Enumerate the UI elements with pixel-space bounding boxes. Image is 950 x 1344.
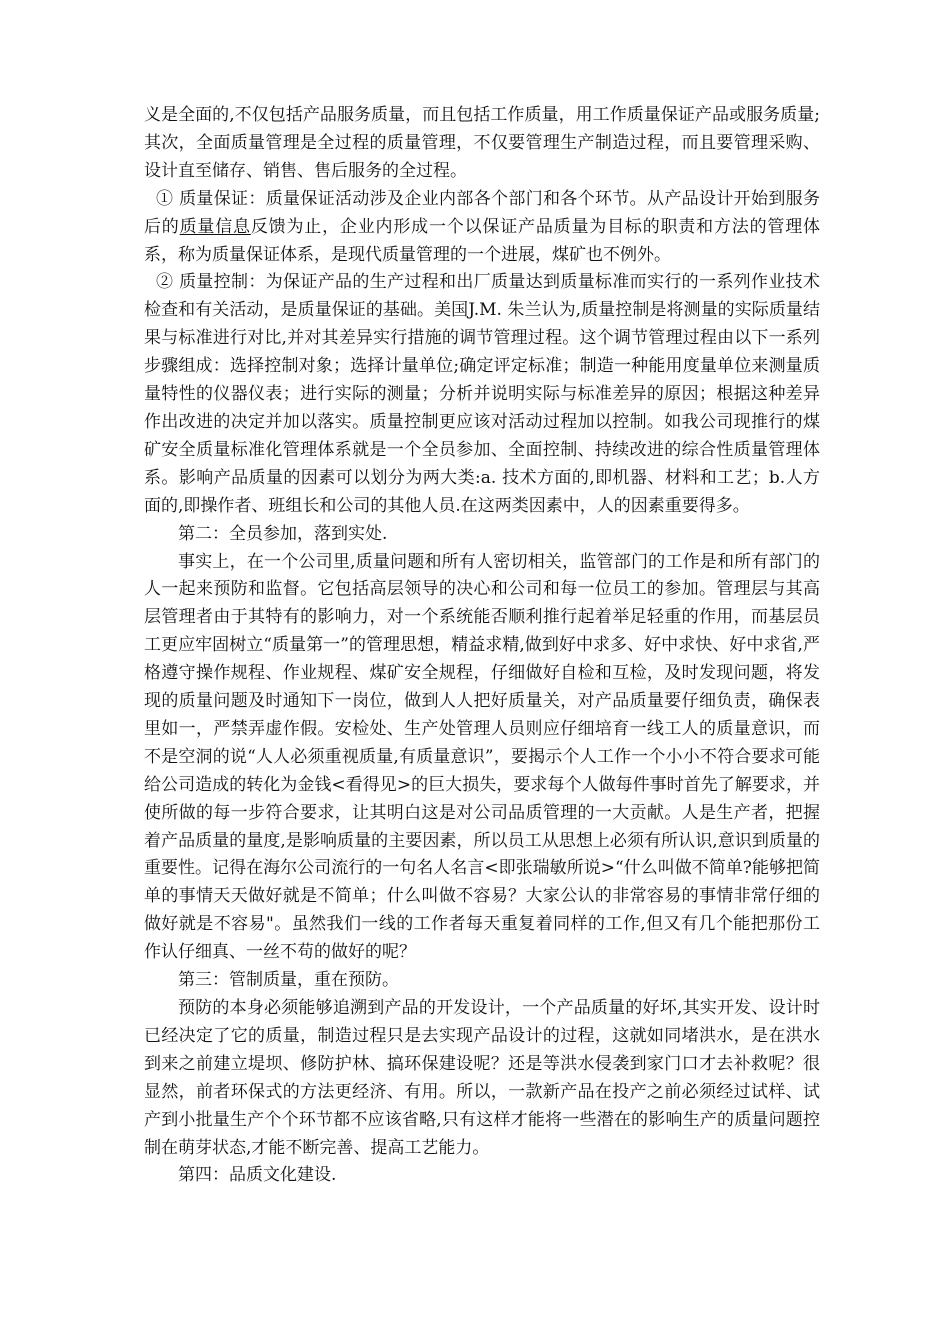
heading-section-two: 第二：全员参加，落到实处. bbox=[178, 523, 388, 544]
document-body bbox=[144, 102, 820, 1190]
paragraph-full-participation: 事实上，在一个公司里,质量问题和所有人密切相关，监管部门的工作是和所有部门的人一起来预防和监督。它包括高层领导的决心和公司和每一位员工的参加。管理层与其高层管理者由于其特有的影响力，对一个系统能否顺利推行起着举足轻重的作用，而基层员工更应牢固树立“质量第一”的管理思想，精益求精,做到好中求多、好中求快、好中求省,严格遵守操作规程、作业规程、煤矿安全规程，仔细做好自检和互检，及时发现问题，将发现的质量问题及时通知下一岗位，做到人人把好质量关，对产品质量要仔细负责，确保表里如一，严禁弄虚作假。安检处、生产处管理人员则应仔细培育一线工人的质量意识，而不是空洞的说“人人必须重视质量,有质量意识”，要揭示个人工作一个小小不符合要求可能给公司造成的转化为金钱<看得见>的巨大损失，要求每个人做每件事时首先了解要求，并使所做的每一步符合要求，让其明白这是对公司品质管理的一大贡献。人是生产者，把握着产品质量的量度,是影响质量的主要因素，所以员工从思想上必须有所认识,意识到质量的重要性。记得在海尔公司流行的一句名人名言<即张瑞敏所说>“什么叫做不简单?能够把简单的事情天天做好就是不简单；什么叫做不容易？大家公认的非常容易的事情非常仔细的做好就是不容易"。虽然我们一线的工作者每天重复着同样的工作,但又有几个能把那份工作认仔细真、一丝不苟的做好的呢？ bbox=[144, 551, 820, 963]
heading-section-three: 第三：管制质量，重在预防。 bbox=[178, 970, 399, 991]
heading-section-four: 第四：品质文化建设. bbox=[178, 1165, 337, 1186]
paragraph-quality-assurance bbox=[144, 186, 820, 270]
paragraph-prevention: 预防的本身必须能够追溯到产品的开发设计，一个产品质量的好坏,其实开发、设计时已经决定了它的质量，制造过程只是去实现产品设计的过程，这就如同堵洪水，是在洪水到来之前建立堤坝、修防护林、搞环保建设呢？还是等洪水侵袭到家门口才去补救呢？很显然，前者环保式的方法更经济、有用。所以，一款新产品在投产之前必须经过试样、试产到小批量生产个个环节都不应该省略,只有这样才能将一些潜在的影响生产的质量问题控制在萌芽状态,才能不断完善、提高工艺能力。 bbox=[144, 998, 820, 1158]
qa-text-start: ① 质量保证：质量保证活动涉及企业内部各个部门和各个环节。从产品设计开始到服务后的 bbox=[144, 188, 820, 237]
quality-info-link[interactable]: 质量信息 bbox=[179, 216, 251, 237]
paragraph-tqm-scope: 义是全面的,不仅包括产品服务质量，而且包括工作质量，用工作质量保证产品或服务质量;其次，全面质量管理是全过程的质量管理，不仅要管理生产制造过程，而且要管理采购、设计直至储存、销售、售后服务的全过程。 bbox=[144, 105, 820, 181]
paragraph-quality-control: ② 质量控制：为保证产品的生产过程和出厂质量达到质量标准而实行的一系列作业技术检查和有关活动，是质量保证的基础。美国J.M. 朱兰认为,质量控制是将测量的实际质量结果与标准进行对比,并对其差异实行措施的调节管理过程。这个调节管理过程由以下一系列步骤组成：选择控制对象；选择计量单位;确定评定标准；制造一种能用度量单位来测量质量特性的仪器仪表；进行实际的测量；分析并说明实际与标准差异的原因；根据这种差异作出改进的决定并加以落实。质量控制更应该对活动过程加以控制。如我公司现推行的煤矿安全质量标准化管理体系就是一个全员参加、全面控制、持续改进的综合性质量管理体系。影响产品质量的因素可以划分为两大类:a. 技术方面的,即机器、材料和工艺；b.人方面的,即操作者、班组长和公司的其他人员.在这两类因素中，人的因素重要得多。 bbox=[144, 272, 820, 516]
qa-text-end: 反馈为止，企业内形成一个以保证产品质量为目标的职责和方法的管理体系，称为质量保证体系，是现代质量管理的一个进展，煤矿也不例外。 bbox=[144, 216, 821, 265]
